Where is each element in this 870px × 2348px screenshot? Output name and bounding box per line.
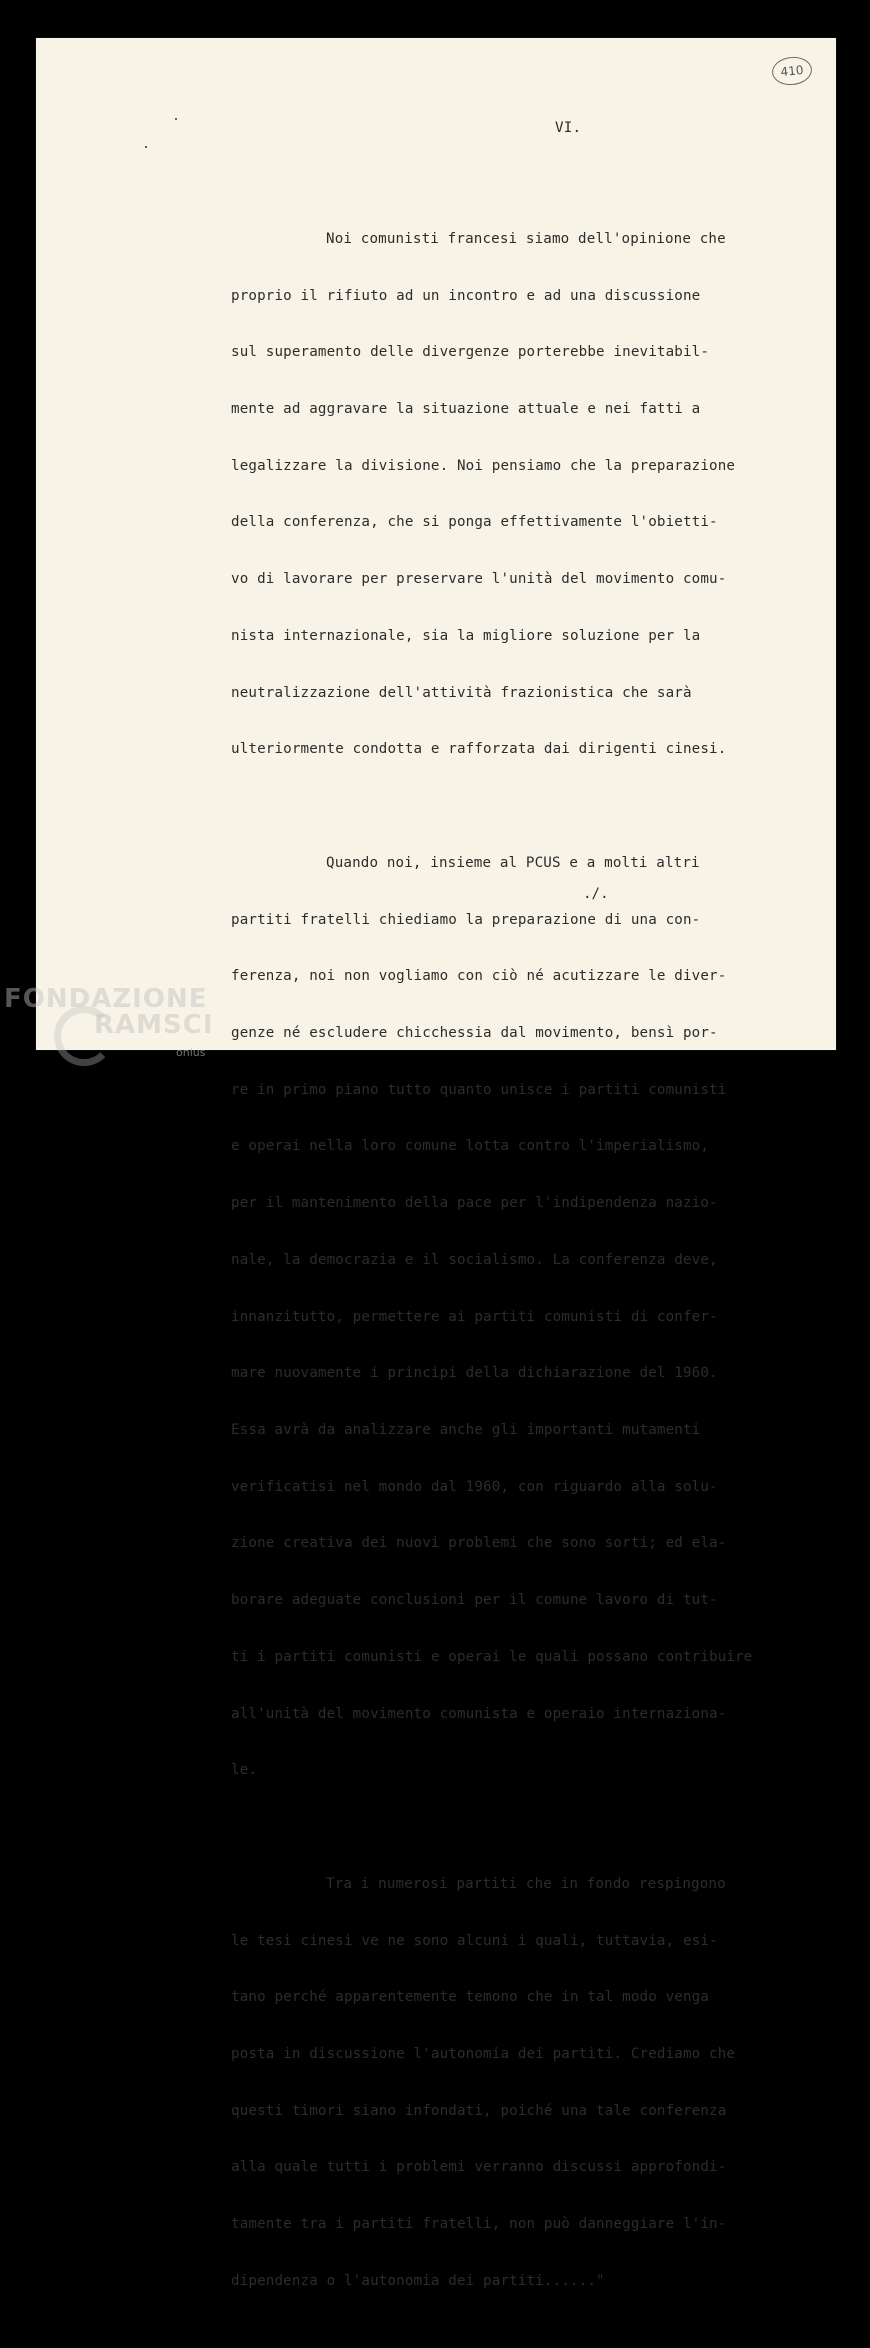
text-line: questi timori siano infondati, poiché una tale conferenza bbox=[231, 2102, 727, 2119]
section-heading: VI. bbox=[555, 120, 582, 136]
text-line: ferenza, noi non vogliamo con ciò né acutizzare le diver- bbox=[231, 968, 727, 985]
text-line: borare adeguate conclusioni per il comune lavoro di tut- bbox=[231, 1592, 718, 1609]
text-line: all'unità del movimento comunista e operaio internaziona- bbox=[231, 1705, 727, 1722]
text-line: neutralizzazione dell'attività frazionistica che sarà bbox=[231, 684, 692, 701]
text-line: le. bbox=[231, 1762, 258, 1779]
text-line: verificatisi nel mondo dal 1960, con riguardo alla solu- bbox=[231, 1478, 718, 1495]
text-line: ulteriormente condotta e rafforzata dai dirigenti cinesi. bbox=[231, 741, 727, 758]
text-line: ti i partiti comunisti e operai le quali possano contribuire bbox=[231, 1648, 753, 1665]
text-line: Quando noi, insieme al PCUS e a molti altri bbox=[326, 854, 700, 871]
watermark-line-1: FONDAZIONE bbox=[4, 984, 208, 1014]
text-line: mare nuovamente i principi della dichiarazione del 1960. bbox=[231, 1365, 718, 1382]
continuation-mark: ./. bbox=[583, 886, 609, 902]
text-line: nale, la democrazia e il socialismo. La conferenza deve, bbox=[231, 1251, 718, 1268]
text-line: dipendenza o l'autonomia dei partiti......" bbox=[231, 2272, 605, 2289]
text-line: zione creativa dei nuovi problemi che sono sorti; ed ela- bbox=[231, 1535, 727, 1552]
text-line: alla quale tutti i problemi verranno discussi approfondi- bbox=[231, 2159, 727, 2176]
text-line: innanzitutto, permettere ai partiti comunisti di confer- bbox=[231, 1308, 718, 1325]
text-line: per il mantenimento della pace per l'indipendenza nazio- bbox=[231, 1195, 718, 1212]
text-line: tano perché apparentemente temono che in tal modo venga bbox=[231, 1989, 710, 2006]
text-line: mente ad aggravare la situazione attuale e nei fatti a bbox=[231, 400, 701, 417]
paragraph-3 bbox=[231, 1837, 811, 2329]
fondazione-gramsci-watermark-logo bbox=[4, 984, 244, 1074]
watermark-line-2: RAMSCI bbox=[94, 1010, 214, 1040]
text-line: re in primo piano tutto quanto unisce i partiti comunisti bbox=[231, 1081, 727, 1098]
text-line: sul superamento delle divergenze porterebbe inevitabil- bbox=[231, 344, 710, 361]
paper-speck bbox=[175, 118, 177, 120]
text-line: proprio il rifiuto ad un incontro e ad una discussione bbox=[231, 287, 701, 304]
text-line: della conferenza, che si ponga effettivamente l'obietti- bbox=[231, 514, 718, 531]
watermark-line-3: onlus bbox=[176, 1046, 206, 1059]
paper-speck bbox=[145, 146, 147, 148]
text-line: posta in discussione l'autonomia dei partiti. Crediamo che bbox=[231, 2046, 736, 2062]
text-line: tamente tra i partiti fratelli, non può danneggiare l'in- bbox=[231, 2216, 727, 2233]
page-number-stamp: 410 bbox=[771, 55, 814, 87]
text-line: genze né escludere chicchessia dal movimento, bensì por- bbox=[231, 1024, 718, 1041]
text-line: legalizzare la divisione. Noi pensiamo che la preparazione bbox=[231, 457, 736, 474]
paragraph-2 bbox=[231, 816, 811, 1818]
document-body bbox=[231, 192, 811, 2348]
text-line: nista internazionale, sia la migliore soluzione per la bbox=[231, 627, 701, 644]
text-line: Tra i numerosi partiti che in fondo respingono bbox=[326, 1875, 726, 1892]
text-line: Noi comunisti francesi siamo dell'opinione che bbox=[326, 230, 726, 247]
text-line: e operai nella loro comune lotta contro l'imperialismo, bbox=[231, 1138, 710, 1155]
text-line: vo di lavorare per preservare l'unità del movimento comu- bbox=[231, 571, 727, 588]
text-line: Essa avrà da analizzare anche gli importanti mutamenti bbox=[231, 1422, 701, 1438]
paragraph-1 bbox=[231, 192, 811, 797]
text-line: partiti fratelli chiediamo la preparazione di una con- bbox=[231, 911, 701, 928]
text-line: le tesi cinesi ve ne sono alcuni i quali, tuttavia, esi- bbox=[231, 1932, 718, 1949]
